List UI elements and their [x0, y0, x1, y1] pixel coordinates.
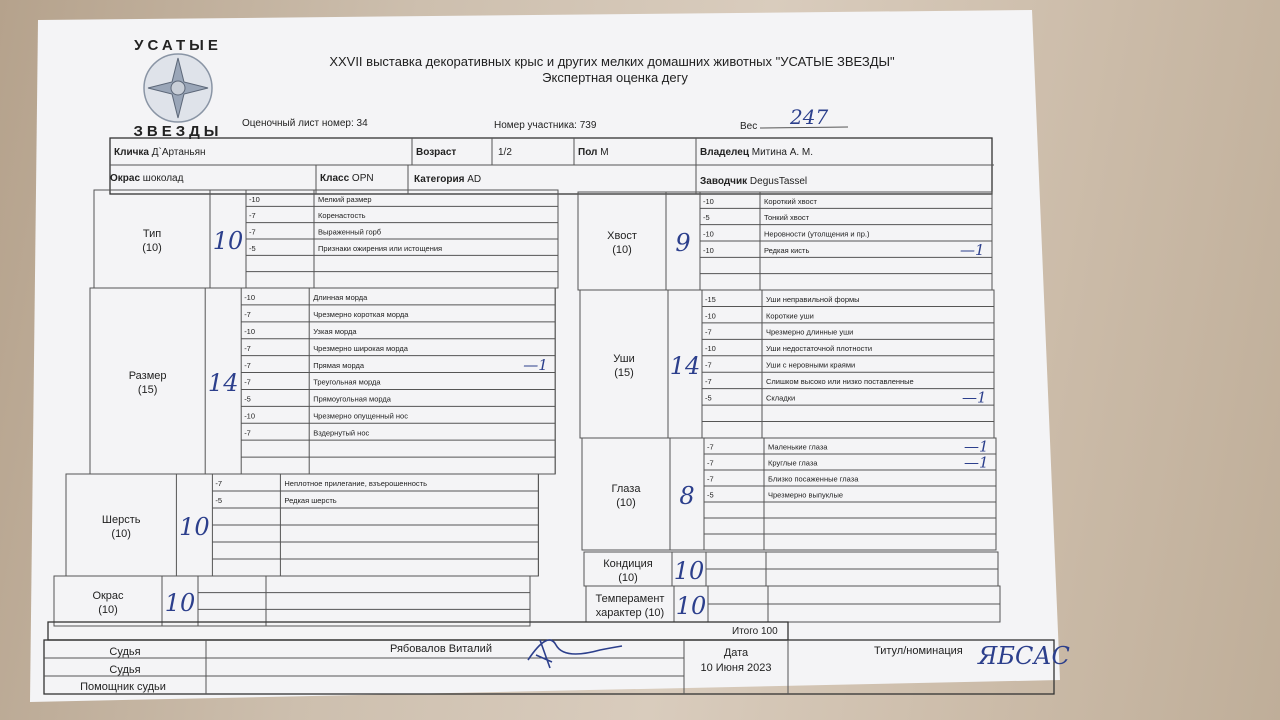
section-name: Кондиция — [603, 558, 653, 570]
criterion-label: Мелкий размер — [318, 194, 372, 204]
section-name: Окрас — [92, 590, 124, 602]
penalty-value: -10 — [705, 311, 716, 321]
participant-number: Номер участника: 739 — [494, 120, 597, 131]
penalty-value: -7 — [707, 442, 714, 452]
criterion-label: Уши с неровными краями — [766, 360, 856, 370]
penalty-value: -5 — [215, 496, 223, 506]
penalty-value: -10 — [703, 229, 714, 239]
svg-text:Заводчик DegusTassel — [700, 176, 807, 187]
criterion-label: Редкая шерсть — [284, 496, 337, 506]
weight-label: Вес — [740, 121, 758, 132]
criterion-label: Чрезмерно опущенный нос — [313, 411, 408, 421]
section-name: Темперамент — [595, 593, 665, 605]
class-label: Класс — [320, 173, 350, 184]
event-title: XXVII выставка декоративных крыс и других мелких домашних животных "УСАТЫЕ ЗВЕЗДЫ" — [329, 54, 895, 69]
judge-label: Судья — [109, 646, 141, 658]
criterion-label: Неровности (утолщения и пр.) — [764, 229, 870, 239]
criterion-label: Вздернутый нос — [313, 428, 370, 438]
penalty-value: -7 — [244, 343, 251, 353]
show-logo — [133, 37, 222, 140]
penalty-mark: —1 — [962, 388, 987, 407]
section-max: (10) — [98, 604, 118, 616]
section-name: Тип — [142, 228, 162, 240]
criterion-label: Признаки ожирения или истощения — [318, 243, 443, 253]
criterion-label: Уши недостаточной плотности — [766, 344, 873, 354]
criterion-label: Чрезмерно выпуклые — [768, 490, 843, 500]
criterion-label: Чрезмерно широкая морда — [313, 343, 408, 353]
criterion-label: Короткие уши — [766, 311, 814, 321]
penalty-mark: —1 — [523, 355, 548, 374]
section-max: (10) — [111, 528, 131, 540]
color-label: Окрас — [110, 173, 141, 184]
criterion-label: Узкая морда — [313, 326, 357, 336]
section-score: 10 — [675, 592, 707, 620]
penalty-value: -7 — [705, 377, 712, 387]
section-name: Глаза — [611, 483, 641, 495]
penalty-value: -7 — [249, 227, 256, 237]
criterion-label: Прямая морда — [313, 360, 365, 370]
section-max: (10) — [612, 244, 632, 256]
section-name: Хвост — [607, 230, 637, 242]
penalty-mark: —1 — [960, 240, 985, 259]
criterion-label: Треугольная морда — [313, 377, 381, 387]
penalty-mark: —1 — [964, 437, 989, 456]
criterion-label: Выраженный горб — [318, 227, 382, 237]
criterion-label: Коренастость — [318, 211, 366, 221]
penalty-value: -7 — [244, 377, 251, 387]
category-value: AD — [467, 174, 482, 185]
section-name: Уши — [613, 353, 635, 365]
section-max: (15) — [137, 384, 158, 396]
penalty-value: -15 — [705, 294, 716, 304]
judge2-label: Судья — [109, 664, 141, 676]
criterion-label: Близко посаженные глаза — [768, 474, 859, 484]
section-score: 10 — [179, 513, 210, 541]
penalty-value: -7 — [215, 479, 223, 489]
owner-value: Митина А. М. — [751, 147, 814, 158]
criterion-label: Маленькие глаза — [768, 442, 828, 452]
section-score: 10 — [212, 227, 244, 255]
category-label: Категория — [414, 174, 465, 185]
class-value: OPN — [351, 173, 374, 184]
penalty-value: -7 — [707, 458, 714, 468]
weight-value: 247 — [790, 105, 829, 129]
penalty-value: -10 — [244, 293, 256, 303]
penalty-mark: —1 — [964, 453, 989, 472]
title-label: Титул/номинация — [874, 645, 963, 657]
svg-text:Кличка Д`Артаньян — [114, 146, 206, 158]
svg-text:Владелец Митина А. М. — [700, 147, 813, 158]
penalty-value: -5 — [707, 490, 714, 500]
owner-label: Владелец — [700, 147, 749, 158]
svg-text:Категория AD — [414, 174, 481, 185]
penalty-value: -5 — [244, 394, 251, 404]
penalty-value: -7 — [244, 310, 251, 320]
criterion-label: Редкая кисть — [764, 245, 810, 255]
criterion-label: Длинная морда — [313, 293, 368, 303]
section-score: 14 — [207, 369, 239, 397]
criterion-label: Тонкий хвост — [764, 213, 810, 223]
age-value: 1/2 — [498, 147, 512, 158]
date-value: 10 Июня 2023 — [700, 662, 772, 674]
evaluation-subtitle: Экспертная оценка дегу — [542, 70, 688, 85]
criterion-label: Неплотное прилегание, взъерошенность — [284, 479, 428, 489]
name-value: Д`Артаньян — [151, 147, 206, 158]
logo-bottom-text: ЗВЕЗДЫ — [133, 123, 223, 140]
penalty-value: -7 — [705, 327, 712, 337]
section-score: 10 — [164, 589, 196, 617]
penalty-value: -5 — [703, 213, 710, 223]
section-name: Шерсть — [101, 514, 141, 526]
total-value: 100 — [761, 626, 778, 637]
sheet-number: Оценочный лист номер: 34 — [242, 118, 368, 129]
logo-top-text: УСАТЫЕ — [134, 37, 222, 54]
section-max: (10) — [142, 242, 162, 254]
svg-text:Класс OPN — [320, 173, 374, 184]
penalty-value: -7 — [705, 360, 712, 370]
penalty-value: -5 — [705, 393, 712, 403]
criterion-label: Чрезмерно короткая морда — [313, 310, 409, 320]
criterion-label: Слишком высоко или низко поставленные — [766, 377, 914, 387]
breeder-label: Заводчик — [700, 176, 748, 187]
sex-label: Пол — [578, 147, 598, 158]
penalty-value: -10 — [249, 194, 260, 204]
breeder-value: DegusTassel — [749, 176, 808, 187]
color-value: шоколад — [142, 173, 184, 184]
penalty-value: -10 — [244, 411, 256, 421]
penalty-value: -10 — [703, 196, 714, 206]
penalty-value: -10 — [705, 344, 716, 354]
svg-text:Итого 100 — [732, 626, 778, 637]
section-max: (15) — [614, 367, 634, 379]
section-score: 8 — [679, 482, 695, 510]
section-score: 14 — [669, 352, 701, 380]
assistant-label: Помощник судьи — [80, 681, 166, 693]
age-label: Возраст — [416, 147, 457, 158]
svg-text:Пол М — [578, 147, 609, 158]
total-label: Итого — [732, 626, 759, 637]
section-max: (10) — [616, 497, 636, 509]
section-score: 9 — [675, 229, 691, 257]
penalty-value: -10 — [244, 326, 256, 336]
penalty-value: -7 — [707, 474, 714, 484]
criterion-label: Короткий хвост — [764, 196, 817, 206]
judge-name: Рябовалов Виталий — [390, 643, 492, 655]
penalty-value: -7 — [249, 211, 256, 221]
criterion-label: Уши неправильной формы — [766, 294, 860, 304]
name-label: Кличка — [114, 147, 149, 158]
svg-text:Окрас шоколад — [110, 173, 184, 184]
penalty-value: -7 — [244, 428, 251, 438]
date-label: Дата — [723, 647, 749, 659]
section-score: 10 — [673, 557, 705, 585]
title-value: ЯБСАС — [978, 642, 1070, 670]
penalty-value: -5 — [249, 243, 256, 253]
sex-value: М — [600, 147, 609, 158]
section-name: Размер — [128, 370, 167, 382]
section-name-line2: характер (10) — [595, 607, 665, 619]
criterion-label: Складки — [766, 393, 796, 403]
penalty-value: -10 — [703, 245, 714, 255]
criterion-label: Чрезмерно длинные уши — [766, 327, 854, 337]
criterion-label: Прямоугольная морда — [313, 394, 391, 404]
penalty-value: -7 — [244, 360, 251, 370]
section-max: (10) — [618, 572, 638, 584]
criterion-label: Круглые глаза — [768, 458, 818, 468]
